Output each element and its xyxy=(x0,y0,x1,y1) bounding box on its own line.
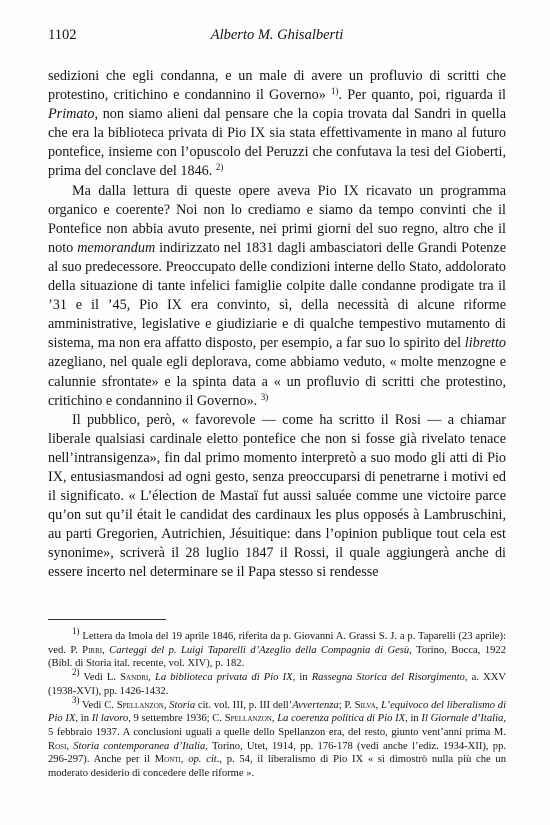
text-run: , 5 febbraio 1937. A conclusioni uguali a quelle dello Spellanzon era, del resto, giunto vent’anni prima M. xyxy=(48,713,506,738)
note-ref: 1) xyxy=(72,626,80,636)
italic-run: Il lavoro xyxy=(91,713,129,725)
italic-run: libretto xyxy=(464,335,506,352)
text-run: , xyxy=(271,713,278,725)
text-run: Lettera da Imola del 19 aprile 1846, riferita da p. Giovanni A. Grassi S. J. a p. Taparelli (23 aprile): ved. P. xyxy=(48,631,506,656)
note-ref: 2) xyxy=(72,667,80,678)
text-run: sedizioni che egli condanna, e un male di avere un profluvio di scritti che protestino, critichino e condannino il Governo» xyxy=(48,68,506,104)
italic-run: La biblioteca privata di Pio IX xyxy=(154,672,293,684)
text-run: , xyxy=(102,644,110,656)
italic-run: op. cit. xyxy=(188,754,220,766)
italic-run: Avvertenza xyxy=(292,699,339,711)
text-run: Vedi C. xyxy=(79,699,117,711)
text-run: , Torino, Utet, 1914, pp. 176-178 (vedi anche l’ediz. 1934-XII), pp. 296-297). Anche per il xyxy=(48,740,507,766)
text-run: , in xyxy=(292,672,312,684)
text-run: Ma dalla lettura di queste opere aveva Pio IX ricavato un programma organico e coerente? Noi non lo crediamo e siamo da tempo convinti che il Pontefice non abbia avuto presente, nei primi giorni del suo regno, altro che il noto xyxy=(48,182,506,256)
italic-run: L’equivoco del liberalismo di Pio IX xyxy=(48,699,507,725)
author-name: Sandri xyxy=(120,672,149,684)
italic-run: La coerenza politica di Pio IX xyxy=(277,713,406,725)
footnotes xyxy=(48,626,507,781)
author-name: Rosi xyxy=(48,740,67,752)
text-run: Il pubblico, però, « favorevole — come ha scritto il Rosi — a chiamar liberale qualsiasi cardinale eletto pontefice che non si fosse già rivelato tenace nell’intransigenza», fin dal primo momento interpretò a suo modo gli atti di Pio IX, entusiasmandosi ad ogni gesto, senza preoccuparsi di penetrarne i motivi ed il significato. « L’élection de Mastaï fut aussi saluée comme une victoire parce qu’on sut qu’il était le candidat des cardinaux les plus opposés à Lambruschini, au parti Gregorien, Autrichien, Jésuitique: dans l’opinion publique tout cela est synonime», scriverà il 28 luglio 1847 il Rossi, il quale aggiungerà anche di essere incerto nel determinare se il Papa stesso si rendesse xyxy=(48,411,506,581)
footnote-rule xyxy=(48,619,166,620)
author-name: Silva xyxy=(354,699,376,711)
paragraph xyxy=(48,182,506,411)
author-name: Monti xyxy=(154,754,181,766)
italic-run: Storia contemporanea d’Italia xyxy=(73,740,206,752)
page-number: 1102 xyxy=(48,27,77,43)
author-name: Spellanzon xyxy=(116,699,164,711)
text-run: , in xyxy=(405,713,422,725)
text-run: , 9 settembre 1936; C. xyxy=(128,713,225,725)
text-run: , non siamo alieni dal pensare che la copia trovata dal Sandri in quella che era la biblioteca privata di Pio IX sia stata effettivamente in mano al futuro pontefice, insieme con l’opuscolo del Peruzzi che confutava la tesi del Gioberti, prima del conclave del 1846. xyxy=(48,106,506,180)
italic-run: Primato xyxy=(48,106,95,123)
text-run: azegliano, nel quale egli deplorava, come abbiamo veduto, « molte menzogne e calunnie sfrontate» e la spinta data a « un profluvio di scritti che protestino, critichino e condannino il Governo». xyxy=(48,354,506,409)
text-run: Vedi L. xyxy=(79,672,121,684)
note-ref: 3) xyxy=(260,391,269,402)
footnote xyxy=(48,694,507,781)
text-run: , Torino, Bocca, 1922 (Bibl. di Storia ital. recente, vol. XIV), p. 182. xyxy=(48,644,507,670)
text-run: cit. vol. III, p. III dell’ xyxy=(195,699,293,711)
text-run: ; P. xyxy=(338,699,355,711)
italic-run: Rassegna Storica del Risorgimento xyxy=(311,672,465,684)
text-run: , a. XXV (1938-XVI), pp. 1426-1432. xyxy=(48,672,506,697)
running-title: Alberto M. Ghisalberti xyxy=(210,27,344,43)
text-run: . Per quanto, poi, riguarda il xyxy=(338,87,506,104)
italic-run: Carteggi del p. Luigi Taparelli d’Azeglio della Compagnia di Gesù xyxy=(109,644,410,656)
paragraph xyxy=(48,411,506,583)
text-run: , in xyxy=(75,713,92,725)
text-run: , xyxy=(163,699,170,711)
note-ref: 1) xyxy=(331,86,339,97)
note-ref: 2) xyxy=(215,162,224,173)
text-run: indirizzato nel 1831 dagli ambasciatori delle Grandi Potenze al suo predecessore. Preoccupato delle condizioni interne dello Stato, addolorato della situazione di tante infelici famiglie colpite dalle condanne prodigate tra il ’31 e il ’45, Pio IX era convinto, sì, della necessità di alcune riforme amministrative, legislative e giudiziarie e di qualche tempestivo mutamento di sistema, ma non era affatto disposto, per esempio, a far suo lo spirito del xyxy=(48,239,506,352)
text-run: , p. 54, il liberalismo di Pio IX « si dimostrò nulla più che un moderato desiderio di concedere delle riforme ». xyxy=(48,754,506,780)
italic-run: Il Giornale d’Italia xyxy=(421,713,504,725)
author-name: Spellanzon xyxy=(224,713,272,725)
text-run: , xyxy=(180,754,189,766)
paragraph xyxy=(48,67,506,182)
text-run: , xyxy=(148,672,155,684)
text-run: , xyxy=(375,699,382,711)
footnote xyxy=(48,667,506,698)
author-name: Pirri xyxy=(82,644,103,656)
body-text xyxy=(48,67,506,583)
italic-run: memorandum xyxy=(77,239,156,256)
page-header xyxy=(48,27,506,47)
italic-run: Storia xyxy=(169,699,196,711)
text-run: , xyxy=(66,740,74,752)
footnote xyxy=(48,626,507,671)
note-ref: 3) xyxy=(72,694,80,705)
